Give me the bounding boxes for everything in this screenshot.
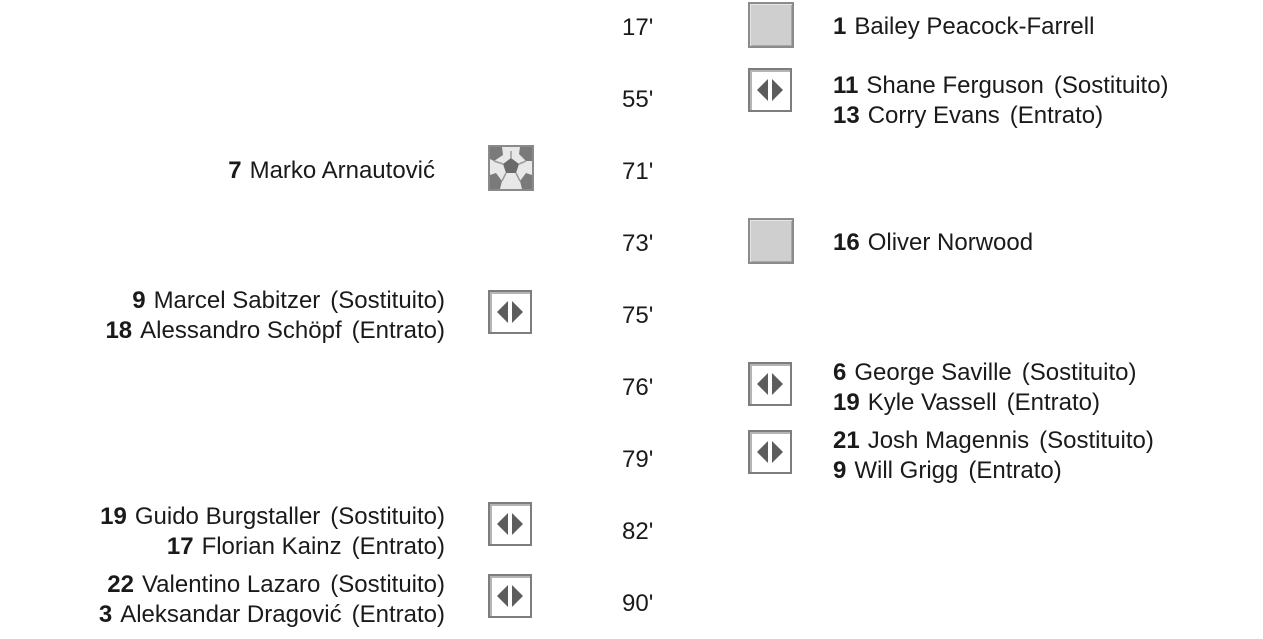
player-names [833, 71, 1169, 131]
player-name: Kyle Vassell [867, 389, 997, 416]
goal-ball-icon [488, 145, 534, 191]
player-name: Guido Burgstaller [134, 503, 321, 530]
player-number: 13 [833, 102, 860, 129]
event-minute: 73' [622, 230, 654, 257]
player-number: 19 [100, 503, 127, 530]
player-line [833, 12, 1094, 42]
player-name: Shane Ferguson [866, 72, 1044, 99]
player-name: Will Grigg [854, 457, 959, 484]
player-line [99, 600, 445, 630]
player-role: (Sostituito) [1053, 72, 1169, 99]
player-role: (Entrato) [351, 601, 445, 628]
event-minute: 82' [622, 518, 654, 545]
player-names [833, 12, 1094, 42]
substitution-icon [488, 574, 532, 618]
player-name: George Saville [854, 359, 1012, 386]
substitution-icon [748, 68, 792, 112]
event-minute: 76' [622, 374, 654, 401]
card-icon [748, 218, 794, 264]
event-minute: 71' [622, 158, 654, 185]
player-role: (Entrato) [351, 317, 445, 344]
substitution-icon [488, 290, 532, 334]
player-names [833, 358, 1136, 418]
player-name: Valentino Lazaro [141, 571, 321, 598]
player-line [100, 532, 445, 562]
event-minute: 75' [622, 302, 654, 329]
player-role: (Sostituito) [1039, 427, 1154, 454]
player-role: (Sostituito) [330, 287, 445, 314]
player-name: Florian Kainz [201, 533, 342, 560]
player-name: Josh Magennis [867, 427, 1030, 454]
player-line [228, 156, 445, 186]
player-number: 1 [833, 13, 847, 40]
event-minute: 55' [622, 86, 654, 113]
player-number: 9 [833, 457, 847, 484]
player-name: Bailey Peacock-Farrell [854, 13, 1095, 40]
player-number: 7 [228, 157, 242, 184]
player-line [833, 358, 1136, 388]
player-name: Marko Arnautović [249, 157, 435, 184]
player-role: (Entrato) [968, 457, 1062, 484]
player-name: Marcel Sabitzer [153, 287, 321, 314]
player-role: (Sostituito) [330, 503, 445, 530]
player-role: (Entrato) [1006, 389, 1101, 416]
player-number: 11 [833, 72, 859, 99]
player-names [228, 156, 445, 186]
player-line [833, 456, 1154, 486]
player-number: 3 [98, 601, 113, 628]
player-line [105, 316, 445, 346]
player-names [833, 426, 1154, 486]
player-role: (Entrato) [351, 533, 445, 560]
player-line [833, 388, 1136, 418]
player-line [833, 101, 1169, 131]
player-line [99, 570, 445, 600]
substitution-icon [748, 430, 792, 474]
player-number: 22 [107, 571, 134, 598]
player-names [99, 570, 445, 630]
player-number: 9 [132, 287, 146, 314]
player-number: 17 [166, 533, 194, 560]
player-line [100, 502, 445, 532]
player-line [833, 426, 1154, 456]
event-minute: 90' [622, 590, 654, 617]
player-number: 18 [105, 317, 133, 344]
player-role: (Sostituito) [1021, 359, 1137, 386]
player-number: 19 [833, 389, 860, 416]
player-name: Corry Evans [867, 102, 1000, 129]
event-minute: 79' [622, 446, 654, 473]
player-name: Alessandro Schöpf [140, 317, 342, 344]
player-line [105, 286, 445, 316]
player-line [833, 71, 1169, 101]
player-role: (Entrato) [1009, 102, 1104, 129]
player-line [833, 228, 1033, 258]
player-number: 21 [833, 427, 860, 454]
substitution-icon [488, 502, 532, 546]
player-name: Aleksandar Dragović [120, 601, 342, 628]
event-minute: 17' [622, 14, 654, 41]
player-number: 6 [833, 359, 847, 386]
player-name: Oliver Norwood [867, 229, 1034, 256]
card-icon [748, 2, 794, 48]
player-names [100, 502, 445, 562]
player-role: (Sostituito) [330, 571, 445, 598]
player-names [833, 228, 1033, 258]
player-number: 16 [833, 229, 860, 256]
substitution-icon [748, 362, 792, 406]
player-names [105, 286, 445, 346]
